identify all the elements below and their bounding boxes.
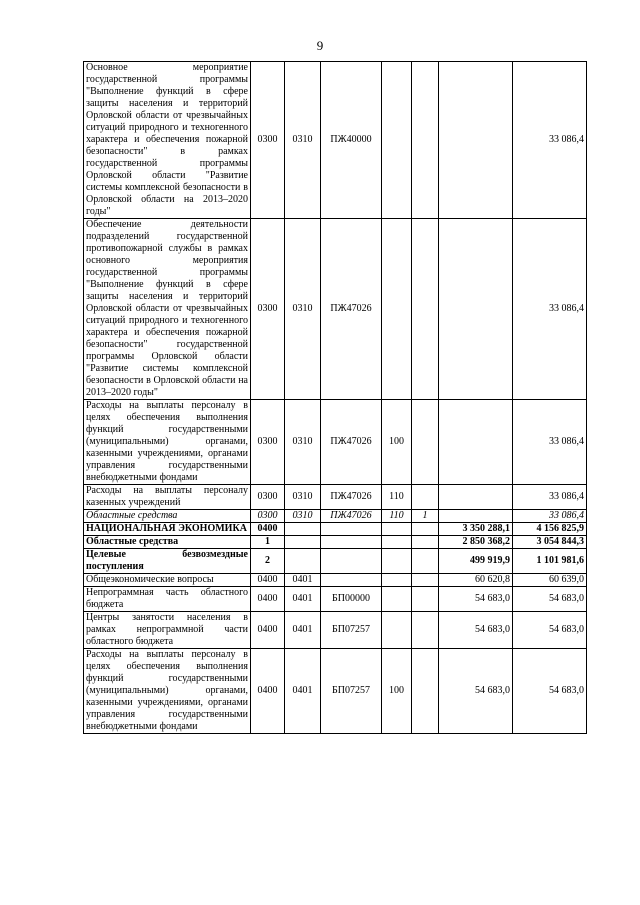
funding-source-cell	[412, 219, 439, 400]
row-name-cell: Обеспечение деятельности подразделений государственной противопожарной службы в рамках основного мероприятия государственной программы "Выполнение функций в сфере защиты населения и территорий Орловской области от чрезвычайных ситуаций природного и техногенного характера и обеспечения пожарной безопасности" государственной программы Орловской области "Развитие системы комплексной безопасности в Орловской области на 2013–2020 годы"	[84, 219, 251, 400]
target-article-cell: БП07257	[321, 649, 382, 734]
amount-first-year-cell	[439, 485, 513, 510]
amount-second-year-cell: 54 683,0	[513, 612, 587, 649]
amount-first-year-cell	[439, 62, 513, 219]
budget-table	[83, 61, 587, 734]
amount-second-year-cell: 4 156 825,9	[513, 523, 587, 536]
expense-type-cell: 100	[382, 400, 412, 485]
expense-type-cell	[382, 587, 412, 612]
table-row	[84, 510, 587, 523]
amount-first-year-cell: 499 919,9	[439, 549, 513, 574]
expense-type-cell: 110	[382, 485, 412, 510]
expense-type-cell	[382, 219, 412, 400]
table-row	[84, 219, 587, 400]
amount-first-year-cell	[439, 510, 513, 523]
section-code-cell: 0300	[251, 400, 285, 485]
row-name-cell: Общеэкономические вопросы	[84, 574, 251, 587]
funding-source-cell	[412, 549, 439, 574]
target-article-cell: БП00000	[321, 587, 382, 612]
target-article-cell: ПЖ40000	[321, 62, 382, 219]
section-code-cell: 0300	[251, 485, 285, 510]
subsection-code-cell: 0310	[285, 400, 321, 485]
section-code-cell: 2	[251, 549, 285, 574]
target-article-cell: ПЖ47026	[321, 485, 382, 510]
section-code-cell: 0400	[251, 612, 285, 649]
expense-type-cell	[382, 612, 412, 649]
target-article-cell	[321, 574, 382, 587]
row-name-cell: Расходы на выплаты персоналу в целях обеспечения выполнения функций государственными (муниципальными) органами, казенными учреждениями, органами управления государственными внебюджетными фондами	[84, 649, 251, 734]
funding-source-cell	[412, 574, 439, 587]
table-row	[84, 485, 587, 510]
amount-first-year-cell: 2 850 368,2	[439, 536, 513, 549]
expense-type-cell	[382, 536, 412, 549]
target-article-cell	[321, 536, 382, 549]
subsection-code-cell	[285, 536, 321, 549]
expense-type-cell: 100	[382, 649, 412, 734]
expense-type-cell	[382, 62, 412, 219]
amount-second-year-cell: 54 683,0	[513, 649, 587, 734]
funding-source-cell	[412, 612, 439, 649]
amount-second-year-cell: 3 054 844,3	[513, 536, 587, 549]
target-article-cell: ПЖ47026	[321, 510, 382, 523]
subsection-code-cell: 0310	[285, 510, 321, 523]
row-name-cell: Областные средства	[84, 536, 251, 549]
funding-source-cell	[412, 400, 439, 485]
row-name-cell: Целевые безвозмездные поступления	[84, 549, 251, 574]
funding-source-cell	[412, 485, 439, 510]
amount-first-year-cell: 3 350 288,1	[439, 523, 513, 536]
expense-type-cell	[382, 574, 412, 587]
amount-first-year-cell: 60 620,8	[439, 574, 513, 587]
row-name-cell: Расходы на выплаты персоналу в целях обеспечения выполнения функций государственными (муниципальными) органами, казенными учреждениями, органами управления государственными внебюджетными фондами	[84, 400, 251, 485]
funding-source-cell	[412, 62, 439, 219]
expense-type-cell	[382, 549, 412, 574]
amount-first-year-cell: 54 683,0	[439, 587, 513, 612]
amount-second-year-cell: 33 086,4	[513, 400, 587, 485]
amount-first-year-cell: 54 683,0	[439, 649, 513, 734]
subsection-code-cell: 0310	[285, 485, 321, 510]
target-article-cell: ПЖ47026	[321, 400, 382, 485]
amount-second-year-cell: 33 086,4	[513, 62, 587, 219]
amount-second-year-cell: 1 101 981,6	[513, 549, 587, 574]
row-name-cell: НАЦИОНАЛЬНАЯ ЭКОНОМИКА	[84, 523, 251, 536]
section-code-cell: 0400	[251, 523, 285, 536]
amount-first-year-cell	[439, 219, 513, 400]
funding-source-cell: 1	[412, 510, 439, 523]
table-row	[84, 523, 587, 536]
amount-second-year-cell: 33 086,4	[513, 510, 587, 523]
subsection-code-cell: 0310	[285, 62, 321, 219]
expense-type-cell: 110	[382, 510, 412, 523]
table-row	[84, 400, 587, 485]
section-code-cell: 0400	[251, 574, 285, 587]
row-name-cell: Центры занятости населения в рамках непрограммной части областного бюджета	[84, 612, 251, 649]
subsection-code-cell	[285, 549, 321, 574]
amount-second-year-cell: 33 086,4	[513, 485, 587, 510]
amount-first-year-cell	[439, 400, 513, 485]
row-name-cell: Расходы на выплаты персоналу казенных учреждений	[84, 485, 251, 510]
section-code-cell: 0300	[251, 62, 285, 219]
table-row	[84, 536, 587, 549]
subsection-code-cell: 0401	[285, 587, 321, 612]
row-name-cell: Областные средства	[84, 510, 251, 523]
target-article-cell: ПЖ47026	[321, 219, 382, 400]
amount-second-year-cell: 33 086,4	[513, 219, 587, 400]
amount-second-year-cell: 60 639,0	[513, 574, 587, 587]
subsection-code-cell: 0401	[285, 612, 321, 649]
table-row	[84, 612, 587, 649]
table-row	[84, 587, 587, 612]
target-article-cell	[321, 549, 382, 574]
section-code-cell: 0400	[251, 587, 285, 612]
table-row	[84, 62, 587, 219]
funding-source-cell	[412, 649, 439, 734]
subsection-code-cell: 0401	[285, 649, 321, 734]
section-code-cell: 0300	[251, 510, 285, 523]
funding-source-cell	[412, 523, 439, 536]
amount-second-year-cell: 54 683,0	[513, 587, 587, 612]
row-name-cell: Основное мероприятие государственной программы "Выполнение функций в сфере защиты населения и территорий Орловской области от чрезвычайных ситуаций природного и техногенного характера и обеспечения пожарной безопасности" в рамках государственной программы Орловской области "Развитие системы комплексной безопасности в Орловской области на 2013–2020 годы"	[84, 62, 251, 219]
table-row	[84, 649, 587, 734]
funding-source-cell	[412, 536, 439, 549]
table-row	[84, 574, 587, 587]
target-article-cell	[321, 523, 382, 536]
subsection-code-cell	[285, 523, 321, 536]
expense-type-cell	[382, 523, 412, 536]
subsection-code-cell: 0310	[285, 219, 321, 400]
section-code-cell: 0300	[251, 219, 285, 400]
section-code-cell: 0400	[251, 649, 285, 734]
funding-source-cell	[412, 587, 439, 612]
subsection-code-cell: 0401	[285, 574, 321, 587]
table-row	[84, 549, 587, 574]
amount-first-year-cell: 54 683,0	[439, 612, 513, 649]
target-article-cell: БП07257	[321, 612, 382, 649]
section-code-cell: 1	[251, 536, 285, 549]
page-number: 9	[316, 38, 324, 53]
row-name-cell: Непрограммная часть областного бюджета	[84, 587, 251, 612]
